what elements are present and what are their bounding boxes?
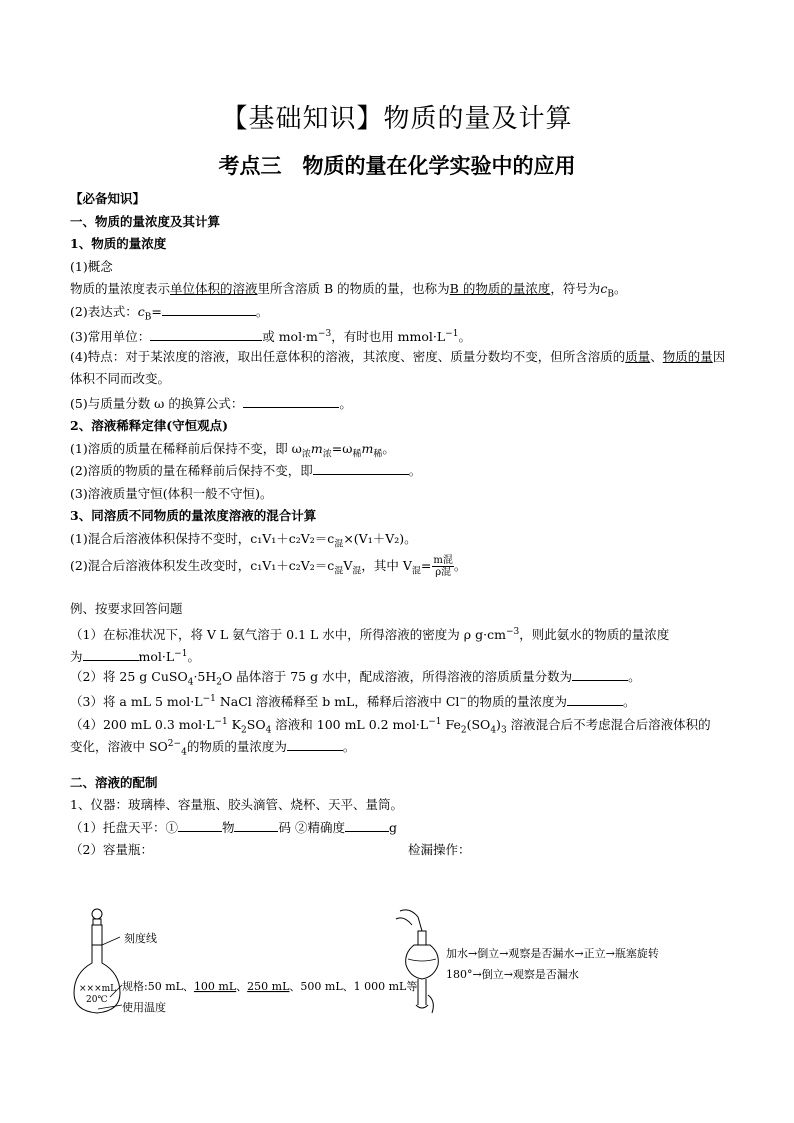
dilution-line-2: (2)溶质的物质的量在稀释前后保持不变，即 。 xyxy=(70,460,730,483)
instruments-line: 1、仪器：玻璃棒、容量瓶、胶头滴管、烧杯、天平、量筒。 xyxy=(70,797,403,812)
unit-line: (3)常用单位： 或 $mol\cdot m^{-3}$，有时也用 $mmol\cdot L^{-1}$。 xyxy=(70,323,730,346)
leak-step-line-2: 180°→倒立→观察是否漏水 xyxy=(446,968,579,981)
fraction: $\frac{\text{m混}}{\text{ρ混}}$ xyxy=(433,555,453,578)
answer-blank[interactable] xyxy=(234,817,278,832)
concept-label: (1)概念 xyxy=(70,258,113,274)
underline-term-2: B 的物质的量浓度 xyxy=(449,281,551,296)
mixing-line-2: (2)混合后溶液体积发生改变时，$c_1V_1+c_2V_2=c_混V_混$，其中 $V_混=$ $\frac{\text{m混}}{\text{ρ混}}$ 。 xyxy=(70,555,467,578)
subheading-1: 1、物质的量浓度 xyxy=(70,236,167,251)
section-heading-1: 一、物质的量浓度及其计算 xyxy=(70,213,221,229)
section-tag: 【必备知识】 xyxy=(70,191,146,206)
flask-line: （2）容量瓶： 检漏操作： xyxy=(70,839,730,862)
example-intro: 例、按要求回答问题 xyxy=(70,601,183,616)
flask-text-temp: 20℃ xyxy=(86,995,108,1005)
question-3: （3）将 a mL 5 $mol\cdot L^{-1}$ NaCl 溶液稀释至 b mL，稀释后溶液中 Cl−的物质的量浓度为 。 xyxy=(70,688,730,711)
answer-blank[interactable] xyxy=(313,460,409,475)
expression-line: (2)表达式：$c_B=$ 。 xyxy=(70,301,730,324)
leak-check-diagram xyxy=(392,905,732,1025)
feature-paragraph: (4)特点：对于某浓度的溶液，取出任意体积的溶液，其浓度、密度、质量分数均不变，但所含溶质的质量、物质的量因体积不同而改变。 xyxy=(70,348,726,386)
section-heading-2: 二、溶液的配制 xyxy=(70,774,158,790)
answer-blank[interactable] xyxy=(162,301,256,316)
answer-blank[interactable] xyxy=(243,393,339,408)
answer-blank[interactable] xyxy=(150,326,262,341)
answer-blank[interactable] xyxy=(83,646,139,661)
volumetric-flask-diagram xyxy=(70,905,418,1025)
underline-term-1: 单位体积的溶液 xyxy=(170,281,258,296)
answer-blank[interactable] xyxy=(567,691,623,706)
answer-blank[interactable] xyxy=(287,736,343,751)
question-4-line-2: 变化，溶液中 $SO^{2-}_4$的物质的量浓度为 。 xyxy=(70,733,730,756)
question-1-line-1: （1）在标准状况下，将 V L 氨气溶于 0.1 L 水中，所得溶液的密度为 ρ $g\cdot cm^{-3}$，则此氨水的物质的量浓度 xyxy=(70,626,670,642)
mark-label: 刻度线 xyxy=(124,932,157,945)
document-body xyxy=(70,188,730,862)
answer-blank[interactable] xyxy=(178,817,222,832)
spec-label: 规格:50 mL、100 mL、250 mL、500 mL、1 000 mL等 xyxy=(122,980,418,993)
mixing-line-1: (1)混合后溶液体积保持不变时，$c_1V_1+c_2V_2=c_混\times(V_1+V_2)$。 xyxy=(70,530,417,549)
temp-label: 使用温度 xyxy=(122,1001,166,1014)
document-subtitle: 考点三 物质的量在化学实验中的应用 xyxy=(218,154,576,178)
dilution-line-1: (1)溶质的质量在稀释前后保持不变，即 $\omega_浓m_浓=\omega_稀m_稀$。 xyxy=(70,440,395,459)
definition-line: 物质的量浓度表示单位体积的溶液里所含溶质 B 的物质的量，也称为B 的物质的量浓度，符号为$c_B$。 xyxy=(70,281,627,300)
question-2: （2）将 25 g $CuSO_4\cdot 5H_2O$ 晶体溶于 75 g 水中，配成溶液，所得溶液的溶质质量分数为 。 xyxy=(70,666,730,689)
answer-blank[interactable] xyxy=(572,666,628,681)
document-title: 【基础知识】物质的量及计算 xyxy=(221,104,573,134)
leak-step-line-1: 加水→倒立→观察是否漏水→正立→瓶塞旋转 xyxy=(446,947,659,960)
subheading-2: 2、溶液稀释定律(守恒观点) xyxy=(70,418,229,433)
flask-text-volume: ×××mL xyxy=(79,984,117,994)
conversion-line: (5)与质量分数 ω 的换算公式： 。 xyxy=(70,393,730,416)
dilution-line-3: (3)溶液质量守恒(体积一般不守恒)。 xyxy=(70,485,273,501)
question-4-line-1: （4）200 mL 0.3 $mol\cdot L^{-1}$ $K_2SO_4$ 溶液和 100 mL 0.2 $mol\cdot L^{-1}$ $Fe_2(SO_4)_3$ 溶液混合后不考虑混合后溶液体积的 xyxy=(70,716,711,736)
leak-check-label: 检漏操作： xyxy=(408,842,471,857)
balance-line: （1）托盘天平：① 物 码 ②精确度 g xyxy=(70,817,730,840)
answer-blank[interactable] xyxy=(345,817,389,832)
subheading-3: 3、同溶质不同物质的量浓度溶液的混合计算 xyxy=(70,508,317,523)
question-1-line-2: 为 $mol\cdot L^{-1}$。 xyxy=(70,643,730,666)
